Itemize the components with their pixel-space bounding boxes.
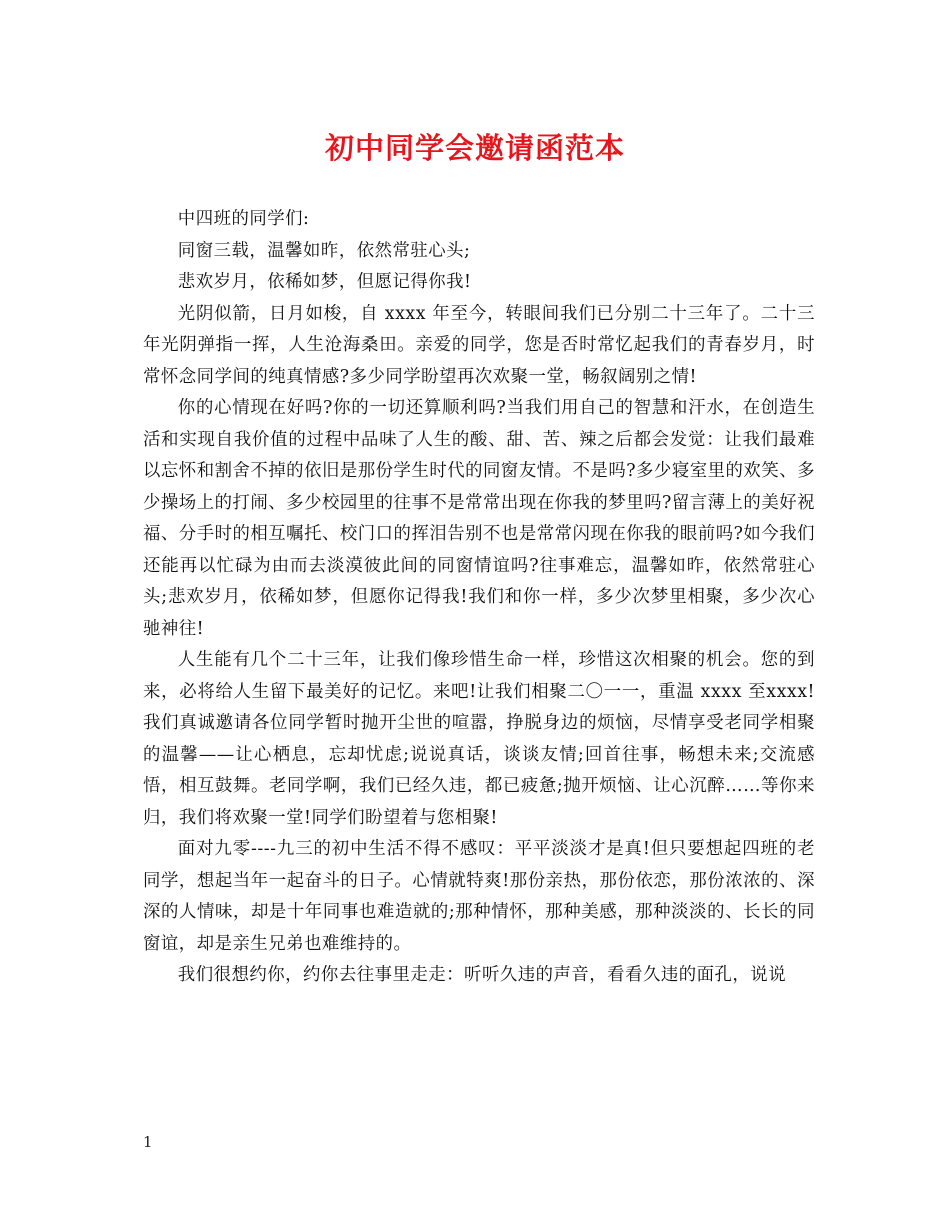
paragraph: 同窗三载，温馨如昨，依然常驻心头; bbox=[177, 240, 471, 261]
document-body bbox=[143, 204, 815, 992]
paragraph: 光阴似箭，日月如梭，自 xxxx 年至今，转眼间我们已分别二十三年了。二十三年光阴弹指一挥，人生沧海桑田。亲爱的同学，您是否时常忆起我们的青春岁月，时常怀念同学间的纯真情感?多少同学盼望再次欢聚一堂，畅叙阔别之情! bbox=[143, 303, 815, 387]
paragraph: 你的心情现在好吗?你的一切还算顺利吗?当我们用自己的智慧和汗水，在创造生活和实现自我价值的过程中品味了人生的酸、甜、苦、辣之后都会发觉：让我们最难以忘怀和割舍不掉的依旧是那份学生时代的同窗友情。不是吗?多少寝室里的欢笑、多少操场上的打闹、多少校园里的往事不是常常出现在你我的梦里吗?留言薄上的美好祝福、分手时的相互嘱托、校门口的挥泪告别不也是常常闪现在你我的眼前吗?如今我们还能再以忙碌为由而去淡漠彼此间的同窗情谊吗?往事难忘，温馨如昨，依然常驻心头;悲欢岁月，依稀如梦，但愿你记得我!我们和你一样，多少次梦里相聚，多少次心驰神往! bbox=[143, 398, 815, 639]
paragraph: 我们很想约你，约你去往事里走走：听听久违的声音，看看久违的面孔，说说 bbox=[177, 965, 787, 985]
paragraph: 中四班的同学们: bbox=[177, 209, 310, 229]
paragraph: 人生能有几个二十三年，让我们像珍惜生命一样，珍惜这次相聚的机会。您的到来，必将给人生留下最美好的记忆。来吧!让我们相聚二〇一一，重温 xxxx 至xxxx!我们真诚邀请各位同学暂时抛开尘世的喧嚣，挣脱身边的烦恼，尽情享受老同学相聚的温馨——让心栖息，忘却忧虑;说说真话，谈谈友情;回首往事，畅想未来;交流感悟，相互鼓舞。老同学啊，我们已经久违，都已疲惫;抛开烦恼、让心沉醉……等你来归，我们将欢聚一堂!同学们盼望着与您相聚! bbox=[143, 650, 815, 828]
paragraph: 面对九零----九三的初中生活不得不感叹：平平淡淡才是真!但只要想起四班的老同学，想起当年一起奋斗的日子。心情就特爽!那份亲热，那份依恋，那份浓浓的、深深的人情味，却是十年同事也难造就的;那种情怀，那种美感，那种淡淡的、长长的同窗谊，却是亲生兄弟也难维持的。 bbox=[143, 839, 815, 954]
paragraph: 悲欢岁月，依稀如梦，但愿记得你我! bbox=[177, 272, 472, 292]
page-number: 1 bbox=[143, 1133, 153, 1151]
document-title: 初中同学会邀请函范本 bbox=[324, 131, 625, 165]
